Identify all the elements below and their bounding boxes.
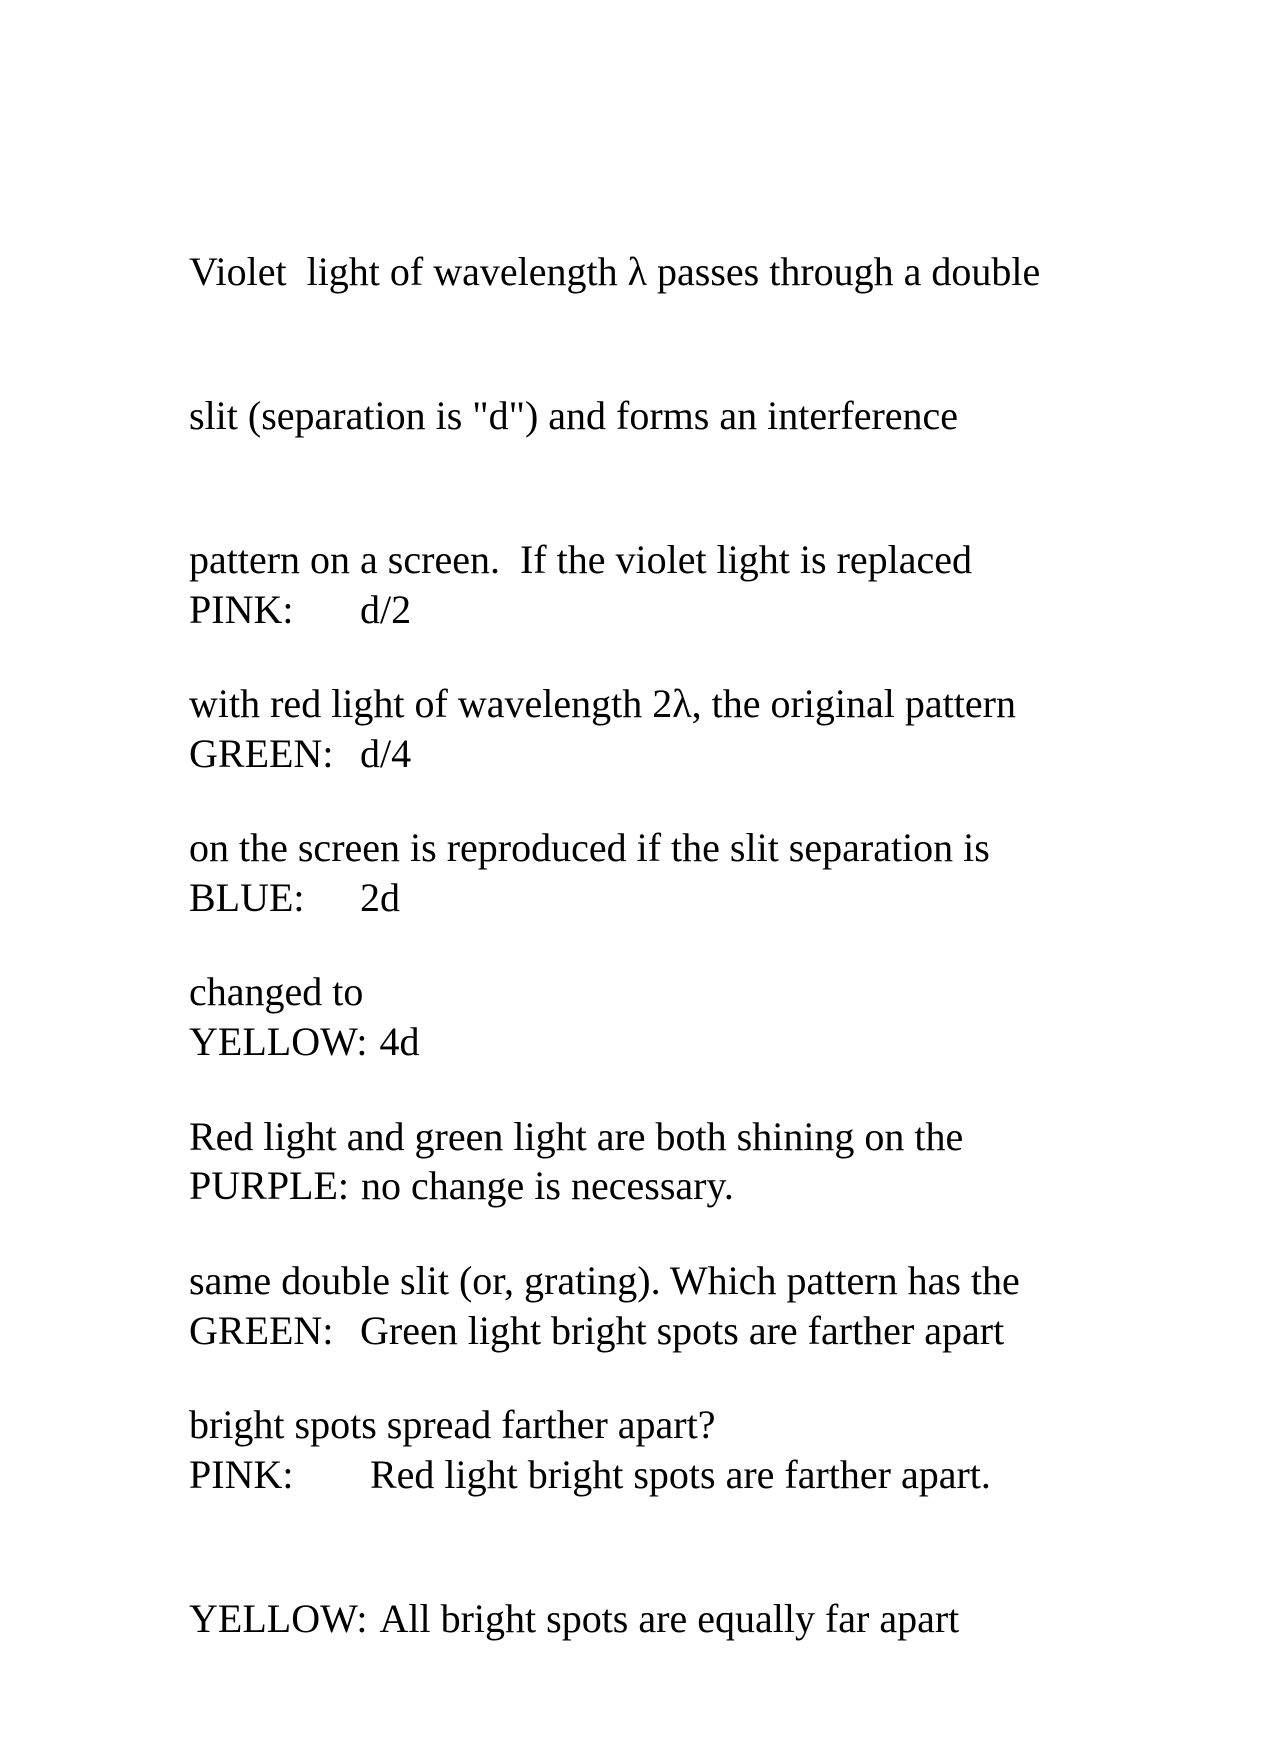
option-text: no change is necessary. xyxy=(361,1163,734,1208)
question-1-line: on the screen is reproduced if the slit separation is xyxy=(189,825,990,870)
option-label: GREEN: xyxy=(189,1308,334,1353)
option-label: YELLOW: xyxy=(189,1596,368,1641)
question-1-line: slit (separation is "d") and forms an interference xyxy=(189,393,959,438)
answer-option-green xyxy=(189,1307,1149,1355)
answer-option-pink xyxy=(189,586,1149,634)
option-text: d/4 xyxy=(360,731,412,776)
option-text: 2d xyxy=(360,875,400,920)
question-1-line: Violet light of wavelength λ passes through a double xyxy=(189,249,1041,294)
option-label: PURPLE: xyxy=(189,1163,350,1208)
option-text: All bright spots are equally far apart xyxy=(379,1596,960,1641)
option-label: BLUE: xyxy=(189,875,305,920)
question-2-options xyxy=(189,1211,1149,1739)
option-text: d/2 xyxy=(360,587,412,632)
option-label: YELLOW: xyxy=(189,1019,368,1064)
question-1-line: pattern on a screen. If the violet light is replaced xyxy=(189,537,973,582)
question-2-line: bright spots spread farther apart? xyxy=(189,1402,716,1447)
option-text: 4d xyxy=(379,1019,420,1064)
answer-option-pink xyxy=(189,1451,1149,1499)
question-2-line: Red light and green light are both shining on the xyxy=(189,1114,964,1159)
question-1-line: with red light of wavelength 2λ, the original pattern xyxy=(189,681,1016,726)
question-2-line: same double slit (or, grating). Which pattern has the xyxy=(189,1258,1020,1303)
answer-option-blue xyxy=(189,874,1149,922)
option-text: Green light bright spots are farther apart xyxy=(360,1308,1005,1353)
option-label: PINK: xyxy=(189,1452,294,1497)
question-1-line: changed to xyxy=(189,969,364,1014)
option-label: PINK: xyxy=(189,587,294,632)
answer-option-yellow xyxy=(189,1595,1149,1643)
option-text: Red light bright spots are farther apart. xyxy=(370,1452,991,1497)
option-label: GREEN: xyxy=(189,731,334,776)
answer-option-green xyxy=(189,730,1149,778)
